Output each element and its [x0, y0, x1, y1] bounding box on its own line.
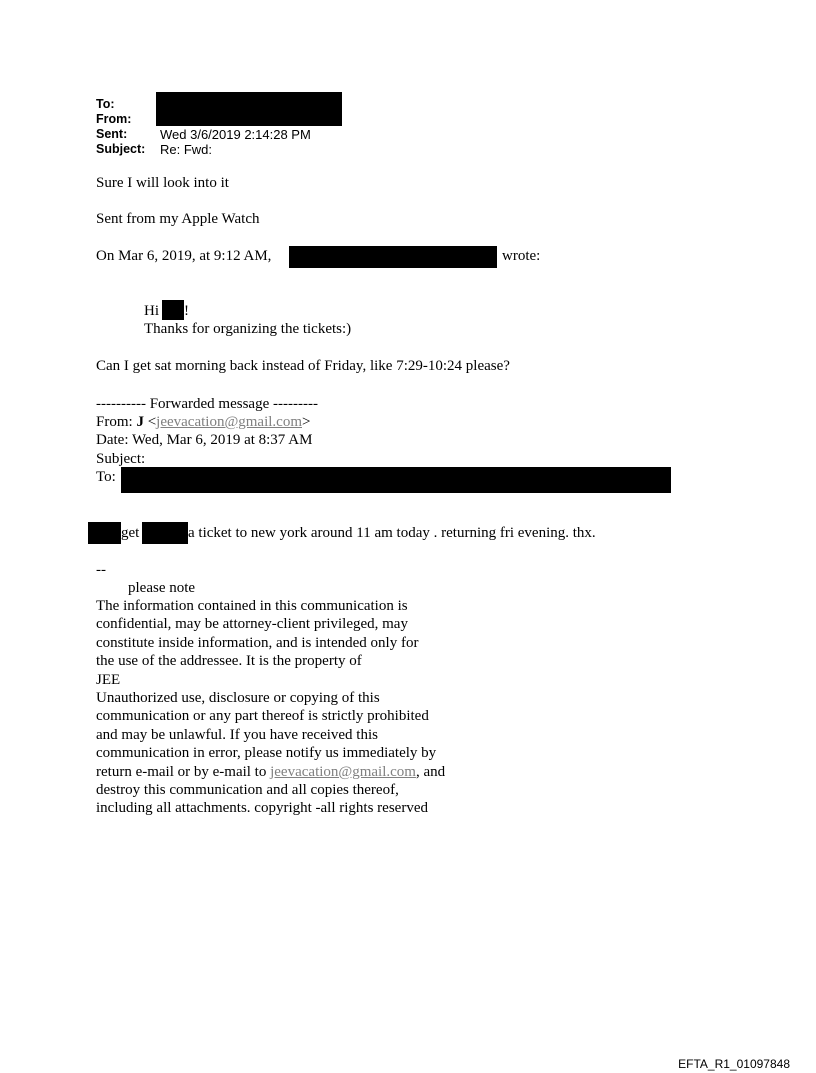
disclaimer-line: confidential, may be attorney-client privileged, may [96, 616, 408, 633]
forward-from-email-link[interactable]: jeevacation@gmail.com [156, 414, 302, 430]
document-id: EFTA_R1_01097848 [678, 1057, 790, 1071]
signature-dashes: -- [96, 562, 106, 578]
disclaimer-email-prefix: return e-mail or by e-mail to [96, 763, 267, 780]
redaction-greeting-name [162, 300, 184, 320]
from-label: From: [96, 112, 132, 126]
redaction-to-from [156, 92, 342, 126]
disclaimer-line: Unauthorized use, disclosure or copying of this [96, 690, 380, 707]
signature-text: Sent from my Apple Watch [96, 211, 260, 227]
quote-intro-prefix: On Mar 6, 2019, at 9:12 AM, [96, 248, 272, 264]
message-get: get [121, 525, 140, 541]
redaction-message-mid [142, 522, 188, 544]
disclaimer-line: including all attachments. copyright -all rights reserved [96, 800, 428, 817]
forward-from-label: From: [96, 414, 133, 430]
thanks-text: Thanks for organizing the tickets:) [144, 321, 352, 337]
disclaimer-line: the use of the addressee. It is the property of [96, 653, 362, 670]
quote-intro-suffix: wrote: [502, 248, 541, 264]
forward-separator: ---------- Forwarded message --------- [96, 396, 318, 412]
disclaimer-line: The information contained in this communication is [96, 598, 408, 614]
disclaimer-line: communication in error, please notify us immediately by [96, 745, 437, 762]
redaction-message-start [88, 522, 121, 544]
disclaimer-line: destroy this communication and all copies thereof, [96, 782, 399, 799]
forward-from-open: < [147, 414, 157, 430]
forward-date-line: Date: Wed, Mar 6, 2019 at 8:37 AM [96, 432, 313, 448]
redaction-forward-to [121, 467, 671, 493]
message-rest: a ticket to new york around 11 am today . returning fri evening. thx. [188, 525, 596, 541]
subject-label: Subject: [96, 142, 146, 156]
please-note: please note [128, 580, 196, 596]
forward-to-label: To: [96, 469, 116, 485]
disclaimer-text [96, 597, 445, 818]
subject-value: Re: Fwd: [160, 142, 213, 157]
to-label: To: [96, 97, 115, 111]
disclaimer-line: communication or any part thereof is strictly prohibited [96, 708, 429, 725]
forward-from-name: J [136, 414, 144, 430]
forward-subject-line: Subject: [96, 451, 146, 467]
greeting-hi: Hi [144, 303, 159, 319]
request-text: Can I get sat morning back instead of Friday, like 7:29-10:24 please? [96, 358, 510, 374]
disclaimer-line: constitute inside information, and is intended only for [96, 634, 419, 651]
disclaimer-line: and may be unlawful. If you have received this [96, 726, 378, 743]
disclaimer-email-link[interactable]: jeevacation@gmail.com [270, 763, 416, 780]
disclaimer-email-suffix: , and [415, 763, 446, 780]
greeting-bang: ! [184, 303, 189, 319]
redaction-quote-sender [289, 246, 497, 268]
sent-value: Wed 3/6/2019 2:14:28 PM [160, 127, 311, 142]
disclaimer-line: JEE [96, 671, 121, 688]
disclaimer-email-line [96, 763, 445, 781]
reply-text: Sure I will look into it [96, 175, 229, 191]
sent-label: Sent: [96, 127, 128, 141]
forward-from-line [96, 413, 310, 431]
forward-from-close: > [302, 414, 311, 430]
